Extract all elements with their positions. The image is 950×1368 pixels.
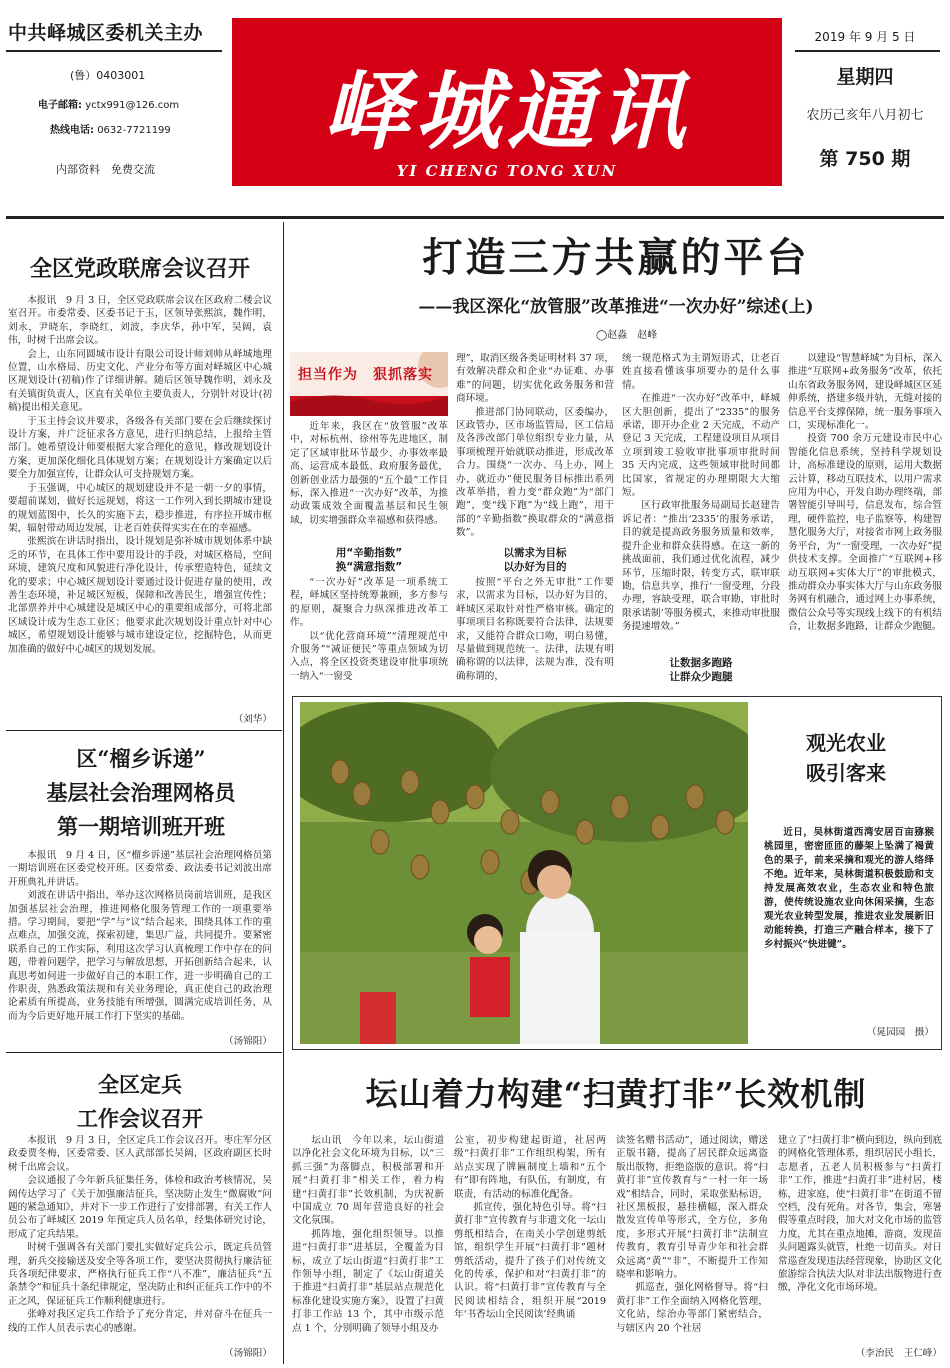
article5-column-4: 建立了“扫黄打非”横向到边，纵向到底的网格化管理体系，组织居民小组长，志愿者，五老人员积极参与“扫黄打非”工作，推进“扫黄打非”进村居，楼栋，进家庭，使“扫黄打非”在街道不留空档，没有死角。对各节，集会，寒暑假等重点时段，加大对文化市场的监管力度，尤其在重点地摊，游商，发现苗头问题露头就管，杜绝一切苗头。对日常巡查发现违法经营现象，协助区文化旅游综合执法大队对非法出版物进行查缴，净化文化市场环境。: [778, 1135, 942, 1294]
banner-caption: 担当作为 狠抓落实: [298, 367, 433, 383]
section-subhead: 让数据多跑路 让群众少跑腿: [669, 657, 733, 683]
column-rule: [283, 222, 284, 1364]
organizer: 中共峄城区委机关主办: [8, 22, 204, 44]
article5-column-1: 坛山讯 今年以来，坛山街道以净化社会文化环境为目标，以“三抓三强”为落脚点，积极部署和开展“扫黄打非”相关工作，着力构建“扫黄打非”长效机制，为庆祝新中国成立 70 周年营造良好的社会文化氛围。 抓阵地，强化组织领导。以推进“扫黄打非”进基层，全覆盖为目标，成立了坛山街道“扫黄打非”工作领导小组，制定了《坛山街道关于推进“扫黄打非”基层站点规范化标准化建设实施方案》，设置了扫黄打非工作站 13 个，其中市级示范点 1 个，分别明确了领导小组及办: [292, 1135, 444, 1334]
lunar-date: 农历己亥年八月初七: [806, 108, 924, 123]
article-author: （汤锦阳）: [224, 1036, 272, 1047]
photo-story-title: 观光农业 吸引客来: [806, 731, 886, 785]
masthead-banner: [232, 18, 782, 186]
article-headline: 区“榴乡诉递” 基层社会治理网格员 第一期培训班开班: [46, 746, 236, 839]
article5-column-2: 公室，初步构建起街道，社居两级“扫黄打非”工作组织构架，所有站点实现了牌匾制度上墙和“五个有”即有阵地，有队伍，有制度，有联责，有活动的标准化配备。 抓宣传，强化特色引导。将“扫黄打非”宣传教育与非遗文化一坛山剪纸相结合，在南关小学创建剪纸馆，组织学生开展“扫黄打非”题材剪纸活动，提升了孩子们对传统文化的传承，保护和对“扫黄打非”的认识。将“扫黄打非”宣传教育与全民阅读相结合，组织开展“2019 年‘书香坛山全民阅读’经典诵: [454, 1135, 606, 1321]
divider: [6, 50, 222, 52]
phone-value: 0632-7721199: [97, 125, 171, 136]
article-author: （刘华）: [233, 714, 272, 725]
article5-column-3: 读签名赠书活动”，通过阅读，赠送正版书籍，提高了居民群众远离盗版出版物，拒绝盗版的意识。将“扫黄打非”宣传教育与“一村一年一场戏”相结合，同时，采取张贴标语，社区黑板报，悬挂横幅，深入群众散发宣传单等形式，全方位，多角度，多形式开展“扫黄打非”法制宣传教育，教育引导青少年和社会群众远离“黄”“非”，不断提升工作知晓率和影响力。 抓巡查，强化网格督导。将“扫黄打非”工作全面纳入网格化管理，文化站，综治办等部门紧密结合，与辖区内 20 个社居: [616, 1135, 768, 1334]
weekday: 星期四: [836, 66, 894, 88]
campaign-banner-image: [290, 352, 448, 416]
issue-date: 2019 年 9 月 5 日: [814, 30, 916, 44]
section-subhead: 用“辛勤指数” 换“满意指数”: [335, 547, 403, 573]
article-author: （汤锦阳）: [224, 1348, 272, 1359]
photo-story-text: 近日，吴林街道西湾安居百亩猕猴桃园里，密密匝匝的藤架上坠满了褐黄色的果子，前来采摘和观光的游人络绎不绝。近年来，吴林街道积极鼓励和支持发展高效农业，生态农业和特色旅游，使传统设施农业向休闲采摘，生态观光农业转型发展，推进农业发展新旧动能转换，打造三产融合样本，接下了乡村振兴“快进键”。: [764, 827, 934, 950]
divider: [6, 1052, 282, 1053]
lead-column-1-body: 近年来，我区在“放管服”改革中，对标杭州、徐州等先进地区，制定了区域审批环节最少、办事效率最高、运营成本最低、政府服务最优，创新创业活力最强的“五个最”工作目标，深入推进“一次办好”改革，为推动政策成效全面覆盖基层和民生领域，切实增强群众幸福感和获得感。: [290, 421, 448, 526]
lead-column-2: 理”，取消区级各类证明材料 37 项，有效解决群众和企业“办证难、办事难”的问题，切实优化政务服务和营商环境。 推进部门协同联动，区委编办，区政管办，区市场监管局，区工信局及各涉改部门单位组织专业力量，从事项梳理开始就联动推进，形成改革合力。围绕“一次办、马上办，网上办，就近办”便民服务目标推出系列改革举措，着力变“群众跑”为“部门跑”，变“线下跑”为“线上跑”，用干部的“辛勤指数”换取群众的“满意指数”。: [456, 353, 614, 538]
section-subhead: 以需求为目标 以办好为目的: [503, 547, 567, 573]
masthead-rule: [6, 216, 944, 219]
banner-art: [290, 352, 448, 416]
email-value: yctx991@126.com: [85, 100, 180, 111]
article-headline: 坛山着力构建“扫黄打非”长效机制: [365, 1075, 867, 1113]
divider: [6, 730, 282, 731]
photo-credit: （晁园园 摄）: [866, 1027, 934, 1038]
newspaper-pinyin: YI CHENG TONG XUN: [396, 162, 618, 180]
divider: [795, 50, 940, 52]
newspaper-title: 峄城通讯: [323, 61, 691, 162]
issue-number: 第 750 期: [819, 148, 911, 170]
kiwi-orchard-photo: [300, 702, 748, 1044]
article-body: 本报讯 9 月 4 日，区“榴乡诉递”基层社会治理网格员第一期培训班在区委党校开班。区委常委、政法委书记刘波出席开班典礼并讲话。 刘波在讲话中指出，举办这次网格员岗前培训班，是我区加强基层社会治理，推进网格化服务管理工作的一项重要举措。学习期间，要把“学”与“议”结合起来，围绕具体工作的重点难点，加强交流，探索初建，集思广益，共同提升。要紧密联系自己的工作实际，利用这次学习认真梳理工作中存在的问题，带着问题学，把学习与解放思想，开拓创新结合起来，认真思考如何进一步做好自己的本职工作，进一步明确自己的工作职责，熟悉政策法规和有关业务理论，真正使自己的政治理论素质有所提高，业务技能有所增强，圆满完成培训任务，从而为今后更好地开展工作打下坚实的基础。: [8, 850, 272, 1022]
phone-label: 热线电话:: [50, 125, 94, 136]
article-body: 本报讯 9 月 3 日，全区定兵工作会议召开。枣庄军分区政委贾冬梅，区委常委、区人武部部长吴阔，区政府副区长时树千出席会议。 会议通报了今年新兵征集任务，体检和政治考核情况，吴阔传达学习了《关于加强廉洁征兵，坚决防止发生“微腐败”问题的紧急通知》，并对下一步工作进行了安排部署，有关工作人员公布了峄城区 2019 年预定兵人员名单，经集体研究讨论，形成了定兵结果。 时树千强调各有关部门要扎实做好定兵公示，既定兵员管理，新兵交接输送及安全等各项工作，要坚决贯彻执行廉洁征兵各项纪律要求，严格执行征兵工作“八不准”，廉洁征兵“五条禁令”和征兵十条纪律规定，坚决防止和纠正征兵工作中的不正之风，保证征兵工作顺利健康进行。 张峰对我区定兵工作给予了充分肯定，并对奋斗在征兵一线的工作人员表示衷心的感谢。: [8, 1135, 272, 1334]
article-body: 本报讯 9 月 3 日，全区党政联席会议在区政府二楼会议室召开。市委常委、区委书记于玉，区领导张熙滨，魏作明，刘永，尹晓东，李晓红，刘波，李庆华，孙中军，吴阔，袁伟，时树千出席会议。 会上，山东同圆城市设计有限公司设计师刘帅从峄城地理位置，山水格局、历史文化、产业分布等方面对峄城区中心城区规划设计(初稿)作了详细讲解。随后区领导魏作明，刘永及有关镇街负责人，区直有关单位主要负责人，分别针对设计(初稿)提出相关意见。 于玉主持会议并要求，各级各有关部门要在会后继续探讨设计方案，并广泛征求各方意见，进行归纳总结，上报给主管部门。她希望设计师要根据大家合理化的意见，修改规划设计方案，更加深化细化具体规划方案；在规划设计方案确定以后要全力加强宣传，让群众认可支持规划方案。 于玉强调，中心城区的规划建设并不是一朝一夕的事情，要超前谋划，做好长远规划，将这一工作列入到长期城市建设的规划蓝图中，长久的实施下去，稳步推进，有序拉开城市框架，辐射带动周边发展，让老百姓获得实实在在的幸福感。 张熙滨在讲话时指出，设计规划是弥补城市规划体系中缺乏的环节，在具体工作中要用设计的手段，对城区格局，空间环境，建筑尺度和风貌进行净化设计，传承塑造特色，延续文化的要求；中心城区规划设计要通过设计促进存量的使用，改善生态环境，补足城区短板，保障和改善民生，增强宣传性；北部票养并中心城建设是城区中心的重要组成部分，可将北部区域设计成为生态工业区；他要求此次规划设计重点针对中心城区，希望规划设计能够与城市建设定位，挖掘特色，从而更加准确的做好中心城区的规划发展。: [8, 295, 272, 655]
publication-code: (鲁）0403001: [70, 69, 146, 82]
byline: ◯赵淼 赵峰: [596, 330, 658, 341]
email-row: [38, 96, 179, 111]
lead-headline: 打造三方共赢的平台: [422, 234, 810, 281]
article-author: （李治民 王仁峰）: [855, 1348, 942, 1359]
phone-row: [50, 121, 171, 136]
lead-column-3: 统一规范格式为主谓短语式，让老百姓直接看懂该事项要办的是什么事情。 在推进“一次办好”改革中，峄城区大胆创新，提出了“2335”的服务承诺，即开办企业 2 天完成，不动产登记 3 天完成，工程建设项目从项目立项到竣工验收审批事项审批时间 35 天内完成，这些领域审批时间都比国家，省规定的办理期限大大缩短。 区行政审批服务局副局长赵建告诉记者：“推出‘2335’的服务承诺，目的就是提高政务服务质量和效率，提升企业和群众获得感。在这一新的挑战面前，我们通过优化流程，减少环节，压缩时限，转变方式，联审联勘，信息共享，推行‘一窗受理，分段办理，容缺受理，联合审勘，审批时限承诺制’等服务模式，来推动审批服务提速增效。”: [622, 353, 780, 633]
orchard-illustration: [300, 702, 748, 1044]
article-headline: 全区党政联席会议召开: [29, 256, 250, 282]
lead-subtitle: ——我区深化“放管服”改革推进“一次办好”综述(上): [418, 297, 814, 317]
lead-column-1-cont: “一次办好”改革是一项系统工程，峄城区坚持统筹兼顾，多方参与的原则，凝聚合力纵深推进改革工作。 以“优化营商环境”“清理规范中介服务”“减证便民”等重点领域为切入点，将全区投资类建设审批事项统一纳入“一窗受: [290, 577, 448, 682]
email-label: 电子邮箱:: [38, 100, 82, 111]
article-headline: 全区定兵 工作会议召开: [77, 1072, 203, 1131]
circulation-note: 内部资料 免费交流: [56, 163, 155, 176]
lead-column-2-cont: 按照“平台之外无审批”工作要求，以需求为目标，以办好为目的，峄城区采取针对性严格审核。确定的事项项目名称既要符合法律，法规要求，又能符合群众口吻，明白易懂，尽量做到规范统一。法律，法规有明确称谓的以法律，法规为准，没有明确称谓的，: [456, 577, 614, 682]
lead-column-4: 以建设“智慧峄城”为目标，深入推进“互联网+政务服务”改革，依托山东省政务服务网，建设峄城区区延伸系统，搭建多级并轨，无缝对接的信息平台支撑保障，统一服务事项入口，实现标准化一。 投资 700 余万元建设市民中心智能化信息系统，坚持科学规划设计，高标准建设的原则，运用大数据云计算，移动互联技术，以用户需求应用为中心，开发自助办理终端，部署智能引导叫号，信息发布，综合管理，硬件监控，电子监察等，构建智慧化服务大厅，对接省市网上政务服务平台，为“一窗受理，一次办好”提供技术支撑。全面推广“互联网+移动互联网+实体大厅”的审批模式，推动群众办事实体大厅与山东政务服务网有机融合，通过网上办事系统，微信公众号等实现线上线下的有机结合，让数据多跑路，让群众少跑腿。: [788, 353, 942, 633]
